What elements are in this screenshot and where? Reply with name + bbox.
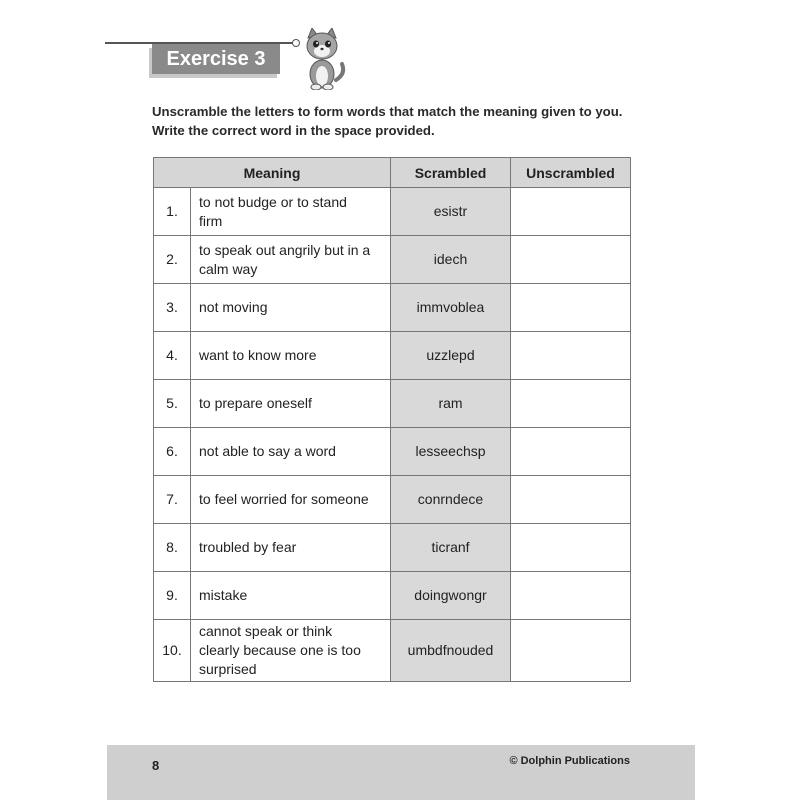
row-number: 7. bbox=[154, 476, 191, 524]
meaning-line: cannot speak or think bbox=[199, 623, 333, 639]
meaning-line: to feel worried for someone bbox=[199, 491, 369, 507]
table-row bbox=[154, 284, 631, 332]
scrambled-word: doingwongr bbox=[391, 572, 511, 620]
unscrambled-answer-field[interactable] bbox=[511, 380, 631, 428]
meaning-line: clearly because one is too bbox=[199, 642, 361, 658]
scrambled-word: ticranf bbox=[391, 524, 511, 572]
table-row bbox=[154, 332, 631, 380]
meaning-line: want to know more bbox=[199, 347, 317, 363]
row-number: 8. bbox=[154, 524, 191, 572]
meaning-line: not moving bbox=[199, 299, 268, 315]
table-row bbox=[154, 188, 631, 236]
scrambled-word: conrndece bbox=[391, 476, 511, 524]
meaning-line: to speak out angrily but in a bbox=[199, 241, 371, 258]
instructions-line-1: Unscramble the letters to form words that match the meaning given to you. bbox=[152, 104, 623, 119]
table-row bbox=[154, 620, 631, 682]
header-meaning: Meaning bbox=[154, 158, 391, 188]
meaning-cell bbox=[191, 620, 391, 682]
meaning-line: to prepare oneself bbox=[199, 395, 312, 411]
meaning-cell bbox=[191, 524, 391, 572]
unscrambled-answer-field[interactable] bbox=[511, 236, 631, 284]
meaning-line: troubled by fear bbox=[199, 539, 297, 555]
row-number: 2. bbox=[154, 236, 191, 284]
scrambled-word: lesseechsp bbox=[391, 428, 511, 476]
meaning-cell bbox=[191, 236, 391, 284]
table-row bbox=[154, 428, 631, 476]
scrambled-word: immvoblea bbox=[391, 284, 511, 332]
scrambled-word: ram bbox=[391, 380, 511, 428]
unscrambled-answer-field[interactable] bbox=[511, 476, 631, 524]
meaning-cell bbox=[191, 428, 391, 476]
meaning-cell bbox=[191, 476, 391, 524]
table-header-row bbox=[154, 158, 631, 188]
meaning-cell bbox=[191, 572, 391, 620]
meaning-cell bbox=[191, 188, 391, 236]
row-number: 4. bbox=[154, 332, 191, 380]
meaning-cell bbox=[191, 332, 391, 380]
exercise-title: Exercise 3 bbox=[152, 44, 280, 74]
table-row bbox=[154, 236, 631, 284]
unscrambled-answer-field[interactable] bbox=[511, 572, 631, 620]
footer-bar bbox=[107, 745, 695, 800]
meaning-cell bbox=[191, 284, 391, 332]
row-number: 10. bbox=[154, 620, 191, 682]
row-number: 3. bbox=[154, 284, 191, 332]
table-row bbox=[154, 476, 631, 524]
word-table bbox=[153, 157, 631, 682]
table-row bbox=[154, 572, 631, 620]
header-unscrambled: Unscrambled bbox=[511, 158, 631, 188]
unscrambled-answer-field[interactable] bbox=[511, 332, 631, 380]
unscrambled-answer-field[interactable] bbox=[511, 620, 631, 682]
meaning-line: firm bbox=[199, 212, 223, 229]
table-row bbox=[154, 380, 631, 428]
page-number: 8 bbox=[152, 758, 160, 773]
row-number: 5. bbox=[154, 380, 191, 428]
unscrambled-answer-field[interactable] bbox=[511, 188, 631, 236]
scrambled-word: idech bbox=[391, 236, 511, 284]
meaning-line: surprised bbox=[199, 661, 257, 677]
scrambled-word: esistr bbox=[391, 188, 511, 236]
scrambled-word: uzzlepd bbox=[391, 332, 511, 380]
unscrambled-answer-field[interactable] bbox=[511, 428, 631, 476]
row-number: 9. bbox=[154, 572, 191, 620]
table-row bbox=[154, 524, 631, 572]
publisher-credit: © Dolphin Publications bbox=[509, 755, 630, 767]
header-rule-dot bbox=[292, 39, 300, 47]
scrambled-word: umbdfnouded bbox=[391, 620, 511, 682]
instructions bbox=[152, 102, 652, 140]
unscrambled-answer-field[interactable] bbox=[511, 524, 631, 572]
meaning-line: calm way bbox=[199, 260, 258, 277]
instructions-line-2: Write the correct word in the space provided. bbox=[152, 123, 435, 138]
meaning-cell bbox=[191, 380, 391, 428]
cat-mascot-icon bbox=[300, 28, 346, 90]
header-scrambled: Scrambled bbox=[391, 158, 511, 188]
meaning-line: to not budge or to stand bbox=[199, 193, 347, 210]
row-number: 6. bbox=[154, 428, 191, 476]
row-number: 1. bbox=[154, 188, 191, 236]
meaning-line: not able to say a word bbox=[199, 443, 336, 459]
unscrambled-answer-field[interactable] bbox=[511, 284, 631, 332]
meaning-line: mistake bbox=[199, 587, 248, 603]
